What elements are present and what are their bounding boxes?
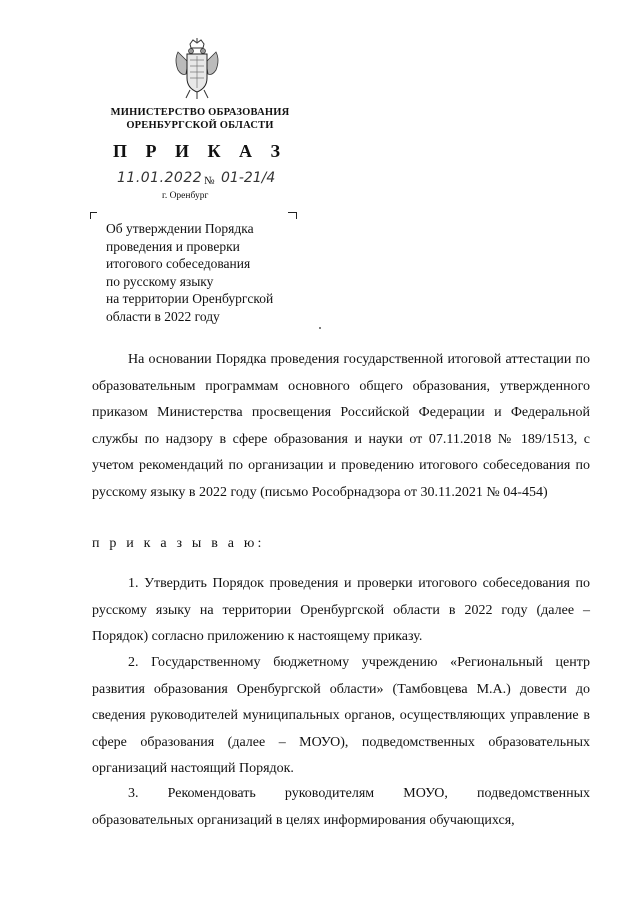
subject-block bbox=[106, 220, 326, 325]
order-word: п р и к а з ы в а ю: bbox=[92, 536, 265, 551]
handwritten-date: 11.01.2022 bbox=[117, 170, 203, 186]
ministry-name bbox=[100, 107, 300, 132]
subject-line: области в 2022 году bbox=[106, 308, 220, 324]
order-item-3: 3. Рекомендовать руководителям МОУО, подведомственных образовательных организаций в целях информирования обучающихся, bbox=[92, 786, 590, 828]
subject-line: по русскому языку bbox=[106, 273, 214, 289]
order-item-2: 2. Государственному бюджетному учреждению «Региональный центр развития образования Оренбургской области» (Тамбовцева М.А.) довести до сведения руководителей муниципальных органов, осуществляющих управление в сфере образования (далее – МОУО), подведомственных образовательных организаций настоящий Порядок. bbox=[92, 655, 590, 776]
subject-line: итогового собеседования bbox=[106, 256, 251, 271]
document-title: П Р И К А З bbox=[112, 141, 288, 161]
city-label: г. Оренбург bbox=[162, 191, 209, 201]
handwritten-number: 01-21/4 bbox=[221, 170, 276, 186]
subject-corner-right bbox=[288, 212, 297, 219]
preamble-paragraph: На основании Порядка проведения государственной итоговой аттестации по образовательным программам основного общего образования, утвержденного приказом Министерства просвещения Российской Федерации и Федеральной службы по надзору в сфере образования и науки от 07.11.2018 № 189/1513, с учетом рекомендаций по организации и проведению итогового собеседования по русскому языку в 2022 году (письмо Рособрнадзора от 30.11.2021 № 04-454) bbox=[92, 352, 590, 500]
order-item-1: 1. Утвердить Порядок проведения и проверки итогового собеседования по русскому языку на территории Оренбургской области в 2022 году (далее – Порядок) согласно приложению к настоящему приказу. bbox=[92, 576, 590, 644]
subject-corner-left bbox=[90, 212, 97, 219]
ministry-line-2: ОРЕНБУРГСКОЙ ОБЛАСТИ bbox=[126, 119, 274, 131]
ministry-line-1: МИНИСТЕРСТВО ОБРАЗОВАНИЯ bbox=[110, 107, 290, 118]
scan-dot bbox=[319, 327, 321, 329]
number-sign: № bbox=[204, 175, 215, 187]
subject-line: на территории Оренбургской bbox=[106, 291, 274, 306]
subject-line: проведения и проверки bbox=[106, 238, 240, 254]
coat-of-arms-icon bbox=[172, 38, 222, 100]
subject-line: Об утверждении Порядка bbox=[106, 221, 254, 236]
